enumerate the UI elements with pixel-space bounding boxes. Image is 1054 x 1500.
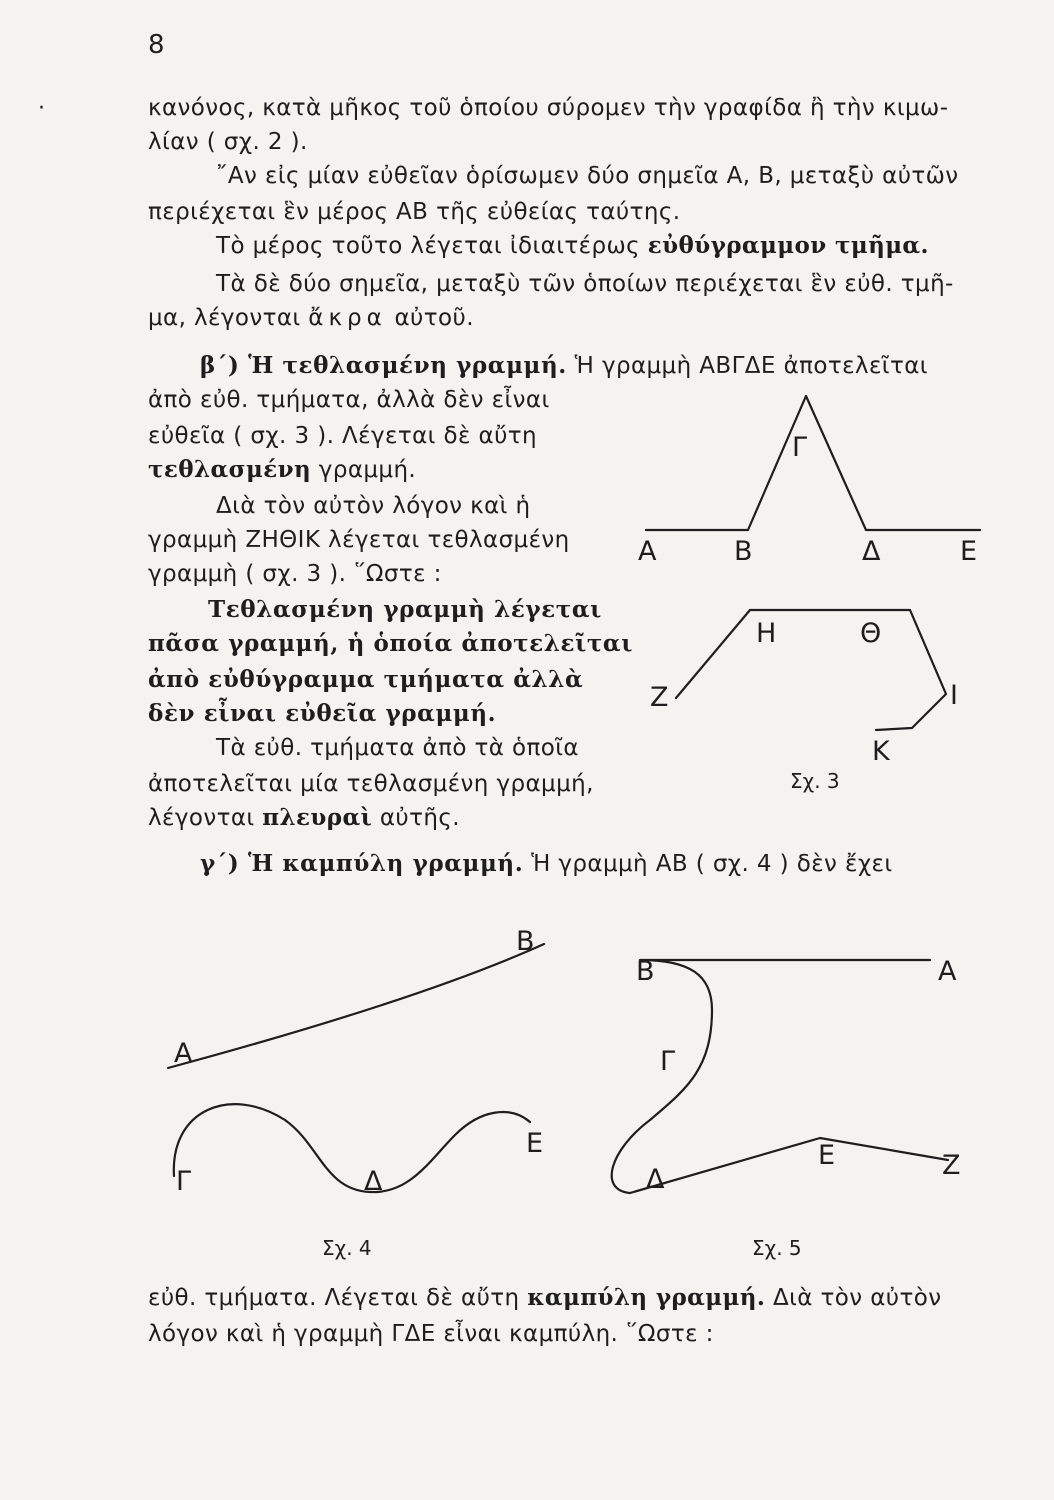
fig3-label-z: Ζ [650,682,669,713]
fig4-label-d: Δ [364,1166,383,1197]
fig3-label-i: Ι [950,680,958,711]
text-run: αὐτοῦ. [386,305,474,331]
definition-line: ἀπὸ εὐθύγραμμα τμήματα ἀλλὰ [148,666,584,693]
term-sides: πλευραὶ [262,804,373,831]
text-line: εὐθεῖα ( σχ. 3 ). Λέγεται δὲ αὔτη [148,423,538,449]
text-line: Διὰ τὸν αὐτὸν λόγον καὶ ἡ [216,493,531,519]
fig3-label-g: Γ [792,432,808,463]
fig3-label-h: Η [756,618,777,649]
fig3-label-a: Α [638,536,657,567]
fig5-label-d: Δ [646,1164,665,1195]
term-endpoints: ἄκρα [308,305,387,331]
definition-line: πᾶσα γραμμή, ἡ ὁποία ἀποτελεῖται [148,630,633,657]
text-run: Ἡ γραμμὴ ΑΒ ( σχ. 4 ) δὲν ἔχει [523,851,893,877]
term-broken: τεθλασμένη [148,456,312,483]
text-run: γραμμή. [311,457,417,483]
term-straight-segment: εὐθύγραμμον τμῆμα. [647,232,929,259]
fig3-label-th: Θ [860,618,882,649]
fig4-curve-gde [174,1104,530,1192]
text-line: ῎Αν εἰς μίαν εὐθεῖαν ὁρίσωμεν δύο σημεῖα Α, Β, μεταξὺ αὐτῶν [216,163,959,189]
text-run: Τὸ μέρος τοῦτο λέγεται ἰδιαιτέρως [216,233,648,259]
text-run: μα, λέγονται [148,305,309,331]
text-run: Ἡ γραμμὴ ΑΒΓΔΕ ἀποτελεῖται [566,353,928,379]
fig5-label-g: Γ [660,1046,676,1077]
fig3-broken-line-zhthik [676,610,946,730]
text-run: λέγονται [148,805,263,831]
fig5-label-z: Ζ [942,1150,961,1181]
fig4-curve-ab [168,944,544,1068]
fig4-label-a: Α [174,1038,193,1069]
text-line: γραμμὴ ΖΗΘΙΚ λέγεται τεθλασμένη [148,527,570,553]
heading-curved-line: γ΄) Ἡ καμπύλη γραμμή. [200,850,524,877]
fig4-label-b: Β [516,926,535,957]
fig5-label-a: Α [938,956,957,987]
term-curved-line: καμπύλη γραμμή. [527,1284,766,1311]
text-run: αὐτῆς. [372,805,460,831]
text-run: Διὰ τὸν αὐτὸν [765,1285,942,1311]
margin-dot: · [38,96,45,121]
fig3-label-d: Δ [862,536,881,567]
fig5-broken-line [630,1138,948,1193]
text-line: γραμμὴ ( σχ. 3 ). ῞Ωστε : [148,561,442,587]
fig3-broken-line-abgde [646,396,980,530]
text-line: κανόνος, κατὰ μῆκος τοῦ ὁποίου σύρομεν τὴν γραφίδα ἢ τὴν κιμω- [148,95,949,121]
text-line: περιέχεται ἓν μέρος ΑΒ τῆς εὐθείας ταύτης. [148,199,681,225]
fig3-label-k: Κ [872,736,890,767]
text-line: λίαν ( σχ. 2 ). [148,129,308,155]
text-line: Τὰ δὲ δύο σημεῖα, μεταξὺ τῶν ὁποίων περιέχεται ἓν εὐθ. τμῆ- [216,271,954,297]
text-line: Τὰ εὐθ. τμήματα ἀπὸ τὰ ὁποῖα [216,735,579,761]
fig3-caption: Σχ. 3 [790,769,840,793]
text-line: λόγον καὶ ἡ γραμμὴ ΓΔΕ εἶναι καμπύλη. ῞Ωστε : [148,1321,714,1347]
fig5-caption: Σχ. 5 [752,1236,802,1260]
fig3-label-e: Ε [960,536,978,567]
fig3-label-b: Β [734,536,753,567]
heading-broken-line: β΄) Ἡ τεθλασμένη γραμμή. [200,352,567,379]
definition-line: δὲν εἶναι εὐθεῖα γραμμή. [148,700,497,727]
definition-line: Τεθλασμένη γραμμὴ λέγεται [208,596,602,623]
fig4-label-g: Γ [176,1166,192,1197]
text-line: ἀποτελεῖται μία τεθλασμένη γραμμή, [148,771,594,797]
fig5-label-e: Ε [818,1140,836,1171]
text-line: ἀπὸ εὐθ. τμήματα, ἀλλὰ δὲν εἶναι [148,387,550,413]
fig4-label-e: Ε [526,1128,544,1159]
fig5-label-b: Β [636,956,655,987]
page-number: 8 [148,30,165,60]
fig4-caption: Σχ. 4 [322,1236,372,1260]
text-run: εὐθ. τμήματα. Λέγεται δὲ αὔτη [148,1285,528,1311]
